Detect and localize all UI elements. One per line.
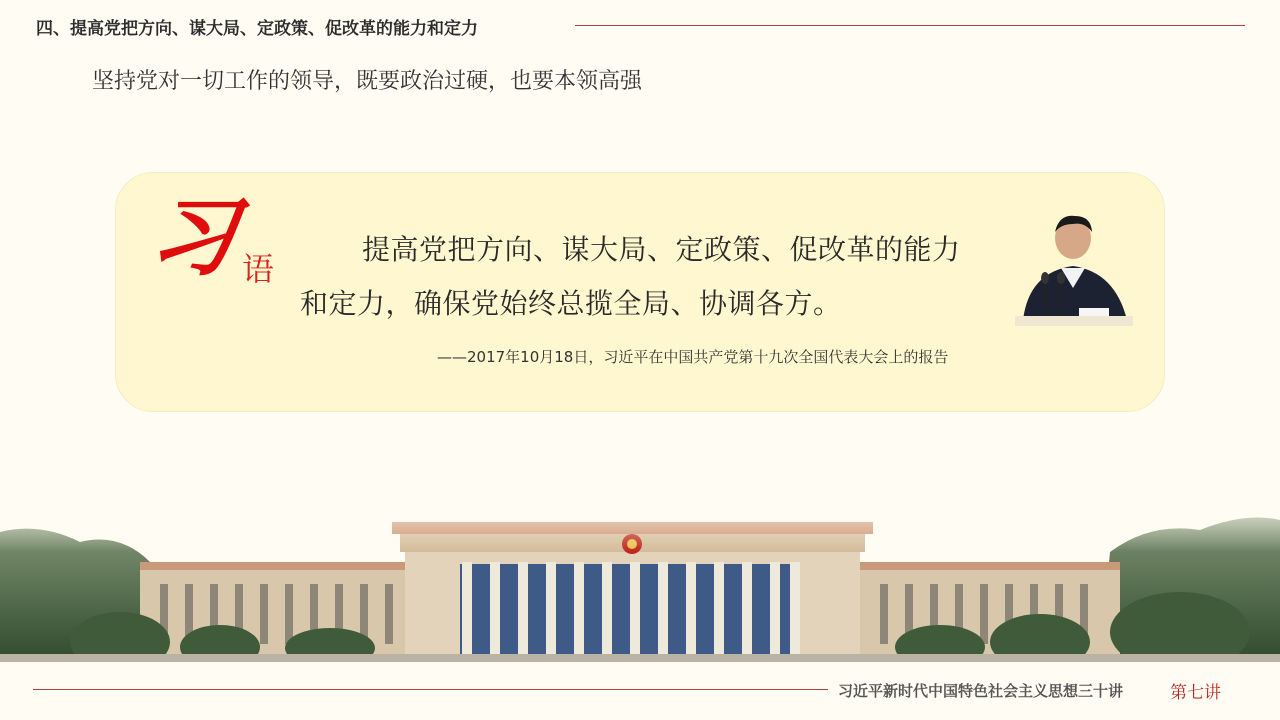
section-title: 四、提高党把方向、谋大局、定政策、促改革的能力和定力 [36, 19, 478, 39]
quote-attribution: ——2017年10月18日，习近平在中国共产党第十九次全国代表大会上的报告 [437, 348, 949, 366]
xi-logo-glyph: 习 [144, 187, 242, 288]
header-rule [575, 25, 1245, 26]
footer-lecture-number: 第七讲 [1170, 683, 1221, 703]
quote-line-1: 提高党把方向、谋大局、定政策、促改革的能力 [362, 233, 961, 266]
great-hall-illustration [0, 492, 1280, 662]
footer-rule [33, 689, 828, 690]
footer-series-title: 习近平新时代中国特色社会主义思想三十讲 [838, 682, 1124, 700]
speaker-portrait [1015, 208, 1133, 330]
yu-logo-glyph: 语 [242, 250, 275, 288]
page-subtitle: 坚持党对一切工作的领导，既要政治过硬，也要本领高强 [92, 69, 643, 94]
quote-line-2: 和定力，确保党始终总揽全局、协调各方。 [300, 287, 842, 320]
